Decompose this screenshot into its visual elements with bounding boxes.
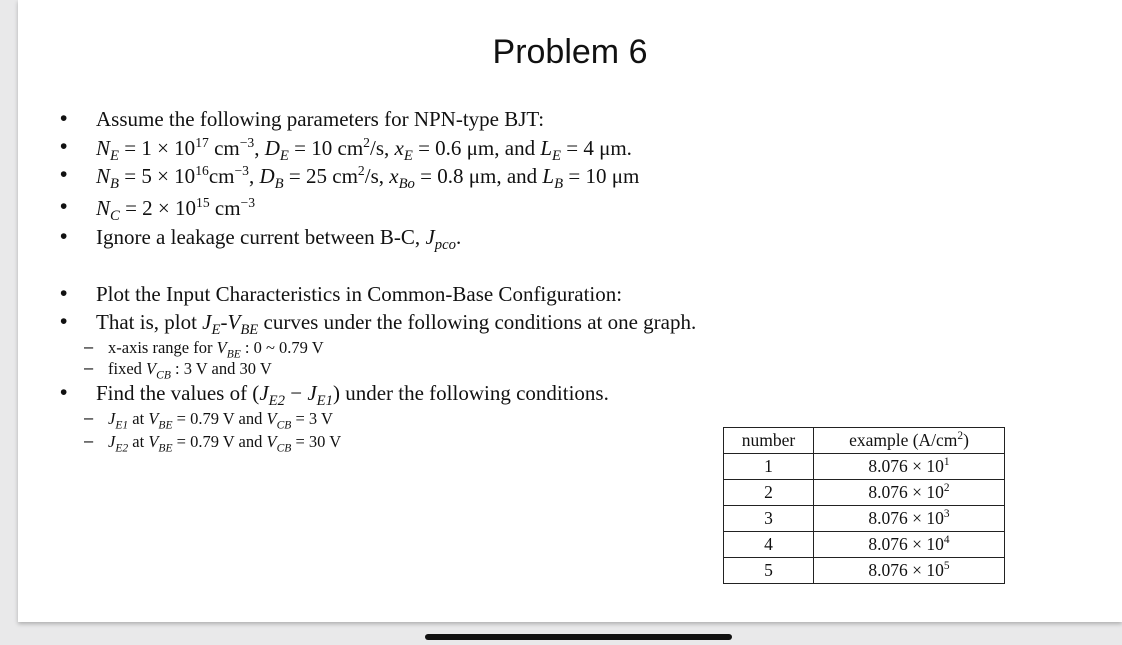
bullet-icon: • bbox=[60, 107, 68, 130]
param-emitter: • $N_E = 1 \times 10^{17}$ $cm^{-3}$, $D_E = 10$ $cm^2/s$, $x_E = 0.6$ μm, and $L_E = 4$ μm. bbox=[60, 135, 632, 165]
row-value: $8.076 \times 10^2$ bbox=[814, 480, 1005, 506]
bullet-icon: • bbox=[60, 381, 68, 404]
row-value: $8.076 \times 10^1$ bbox=[814, 454, 1005, 480]
param-base: • $N_B = 5 \times 10^{16}cm^{-3}$, $D_B = 25$ $cm^2/s$, $x_{Bo} = 0.8$ μm, and $L_B = 10$ μm bbox=[60, 163, 640, 193]
row-value: $8.076 \times 10^3$ bbox=[814, 506, 1005, 532]
table-row bbox=[724, 558, 1005, 584]
dash-icon: – bbox=[84, 359, 94, 377]
row-number: 3 bbox=[724, 506, 814, 532]
row-value: $8.076 \times 10^4$ bbox=[814, 532, 1005, 558]
home-indicator-bar[interactable] bbox=[425, 634, 732, 640]
row-number: 5 bbox=[724, 558, 814, 584]
plot-instruction-2: • That is, plot $J_E-V_{BE}$ curves under the following conditions at one graph. bbox=[60, 310, 697, 339]
table-row bbox=[724, 454, 1005, 480]
bullet-icon: • bbox=[60, 163, 68, 186]
header-number: number bbox=[724, 428, 814, 454]
param-intro: • Assume the following parameters for NPN-type BJT: bbox=[60, 107, 545, 131]
table-row bbox=[724, 506, 1005, 532]
page-title: Problem 6 bbox=[492, 33, 648, 71]
dash-icon: – bbox=[84, 409, 94, 427]
bullet-icon: • bbox=[60, 225, 68, 248]
plot-xrange: – x-axis range for $V_{BE}$ : 0 ~ 0.79 V bbox=[84, 338, 324, 361]
find-condition-1: – $J_{E1}$ at $V_{BE} = 0.79$ V and $V_{CB} = 3$ V bbox=[84, 409, 333, 432]
plot-instruction-1: • Plot the Input Characteristics in Common-Base Configuration: bbox=[60, 282, 623, 306]
dash-icon: – bbox=[84, 432, 94, 450]
slide-page bbox=[18, 0, 1122, 622]
param-collector: • $N_C = 2 \times 10^{15}$ $cm^{-3}$ bbox=[60, 195, 256, 225]
table-header-row bbox=[724, 428, 1005, 454]
bullet-icon: • bbox=[60, 195, 68, 218]
table-row bbox=[724, 532, 1005, 558]
bullet-icon: • bbox=[60, 282, 68, 305]
plot-fixed: – fixed $V_{CB}$ : 3 V and 30 V bbox=[84, 359, 272, 382]
param-leakage: • Ignore a leakage current between B-C, $J_{pco}$. bbox=[60, 225, 462, 254]
find-instruction: • Find the values of $(J_{E2} - J_{E1})$ under the following conditions. bbox=[60, 381, 609, 410]
bullet-icon: • bbox=[60, 310, 68, 333]
row-number: 2 bbox=[724, 480, 814, 506]
bullet-icon: • bbox=[60, 135, 68, 158]
row-number: 1 bbox=[724, 454, 814, 480]
row-number: 4 bbox=[724, 532, 814, 558]
table-row bbox=[724, 480, 1005, 506]
dash-icon: – bbox=[84, 338, 94, 356]
find-condition-2: – $J_{E2}$ at $V_{BE} = 0.79$ V and $V_{CB} = 30$ V bbox=[84, 432, 342, 455]
example-table bbox=[723, 427, 1005, 584]
header-example: example $(A/cm^2)$ bbox=[814, 428, 1005, 454]
row-value: $8.076 \times 10^5$ bbox=[814, 558, 1005, 584]
